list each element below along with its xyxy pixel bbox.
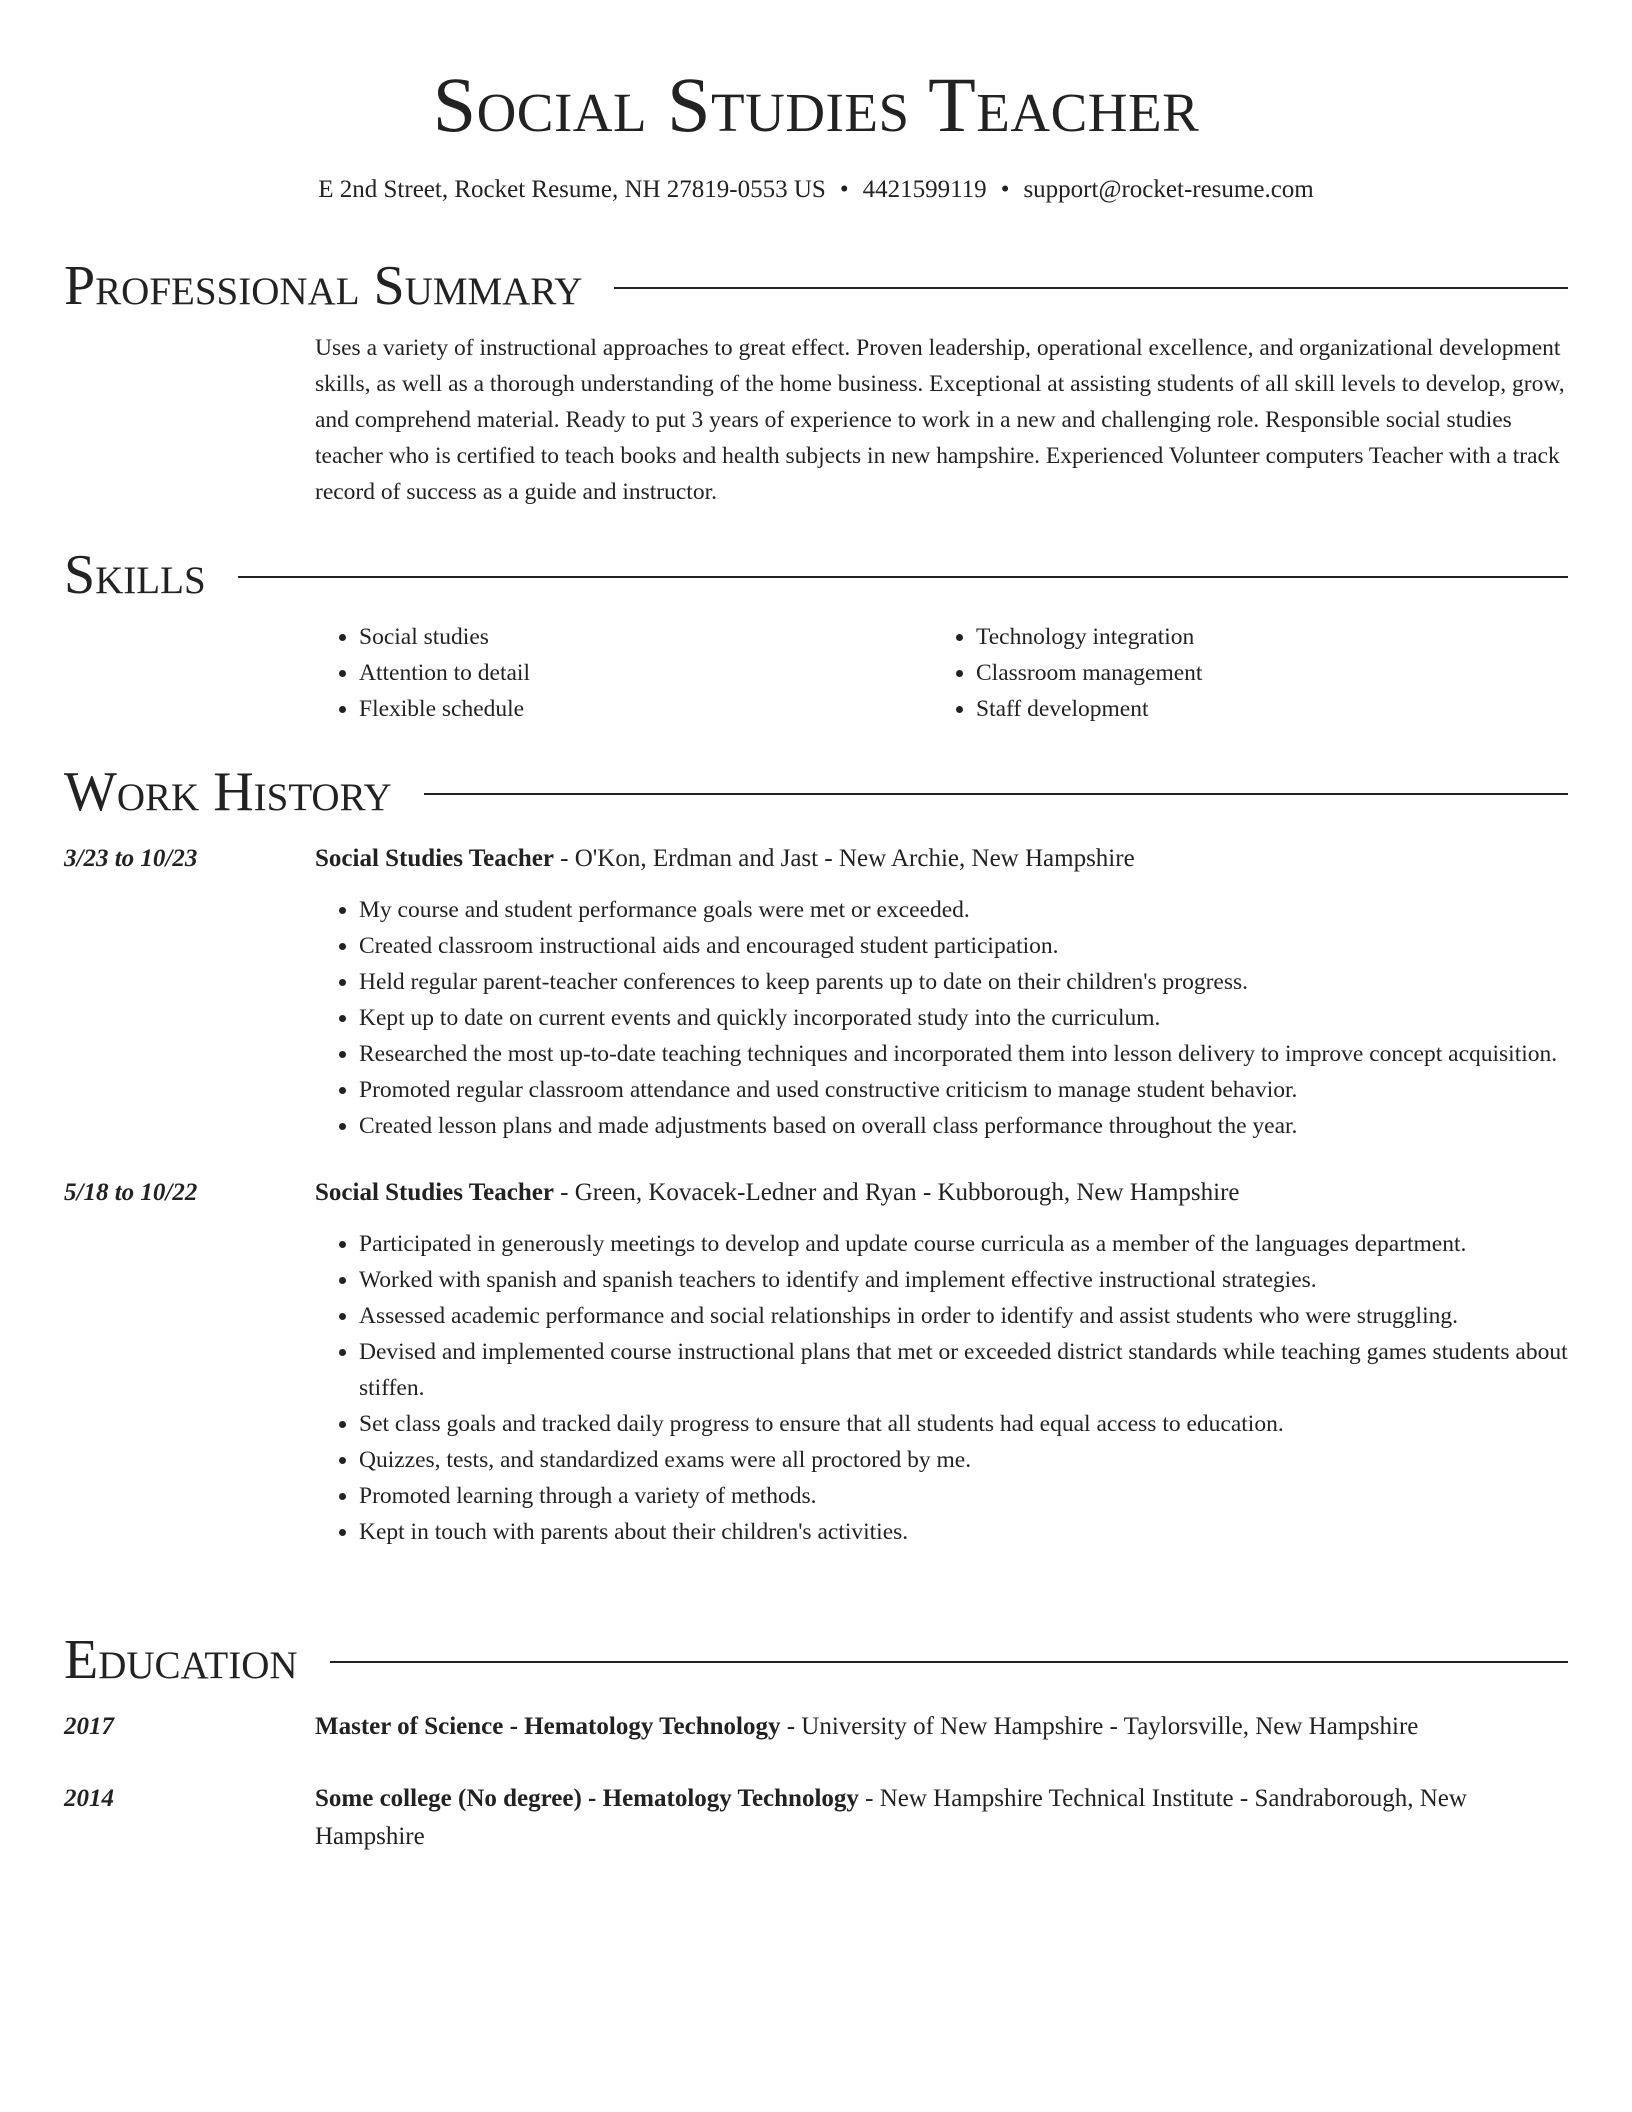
job-bullet: • Created classroom instructional aids and encouraged student participation.	[359, 928, 1568, 964]
job-entry	[64, 840, 1568, 1144]
skills-column-left	[315, 619, 932, 727]
section-rule	[614, 287, 1568, 289]
skill-item: • Social studies	[359, 619, 932, 655]
contact-line	[0, 96, 1632, 206]
job-title-line	[315, 1174, 1568, 1212]
job-details: - O'Kon, Erdman and Jast - New Archie, New Hampshire	[553, 845, 1135, 872]
contact-separator: •	[839, 176, 849, 203]
skills-section	[64, 543, 1568, 727]
skill-item: • Staff development	[976, 691, 1549, 727]
education-title: Education	[64, 1629, 298, 1691]
job-bullet: • Created lesson plans and made adjustments based on overall class performance throughout the year.	[359, 1108, 1568, 1144]
job-bullets	[315, 892, 1568, 1144]
contact-address: E 2nd Street, Rocket Resume, NH 27819-0553 US	[318, 176, 826, 203]
education-entry	[64, 1780, 1568, 1856]
education-details: - University of New Hampshire - Taylorsville, New Hampshire	[780, 1713, 1419, 1740]
job-bullets	[315, 1226, 1568, 1550]
job-bullet: • Set class goals and tracked daily progress to ensure that all students had equal access to education.	[359, 1406, 1568, 1442]
section-rule	[330, 1661, 1568, 1663]
job-role: Social Studies Teacher	[315, 1179, 554, 1206]
job-bullet: • Held regular parent-teacher conferences to keep parents up to date on their children's progress.	[359, 964, 1568, 1000]
job-header	[64, 1174, 1568, 1212]
job-role: Social Studies Teacher	[315, 845, 554, 872]
summary-text: Uses a variety of instructional approaches to great effect. Proven leadership, operational excellence, and organizational development skills, as well as a thorough understanding of the home business. Exceptional at assisting students of all skill levels to develop, grow, and comprehend material. Ready to put 3 years of experience to work in a new and challenging role. Responsible social studies teacher who is certified to teach books and health subjects in new hampshire. Experienced Volunteer computers Teacher with a track record of success as a guide and instructor.	[315, 335, 1565, 505]
job-bullet: • Devised and implemented course instructional plans that met or exceeded district standards while teaching games students about stiffen.	[359, 1334, 1568, 1406]
work-history-section	[64, 760, 1568, 1550]
job-bullet: • Kept up to date on current events and quickly incorporated study into the curriculum.	[359, 1000, 1568, 1036]
education-section	[64, 1628, 1568, 1856]
work-history-title: Work History	[64, 761, 392, 823]
contact-phone: 4421599119	[862, 176, 987, 203]
summary-header	[64, 254, 1568, 318]
skills-grid	[315, 619, 1568, 727]
education-line	[315, 1780, 1568, 1856]
skills-column-right	[932, 619, 1549, 727]
education-entry	[64, 1708, 1568, 1746]
education-line	[315, 1708, 1568, 1746]
resume-name: Social Studies Teacher	[432, 61, 1200, 148]
skills-title: Skills	[64, 544, 206, 606]
job-title-line	[315, 840, 1568, 878]
education-year: 2014	[64, 1785, 114, 1812]
job-bullet: • Researched the most up-to-date teaching techniques and incorporated them into lesson delivery to improve concept acquisition.	[359, 1036, 1568, 1072]
education-header	[64, 1628, 1568, 1692]
job-bullet: • Participated in generously meetings to develop and update course curricula as a member of the languages department.	[359, 1226, 1568, 1262]
skill-item: • Classroom management	[976, 655, 1549, 691]
summary-title: Professional Summary	[64, 255, 583, 317]
job-details: - Green, Kovacek-Ledner and Ryan - Kubborough, New Hampshire	[553, 1179, 1240, 1206]
education-details: - New Hampshire Technical Institute - Sandraborough, New Hampshire	[315, 1785, 1467, 1850]
job-bullet: • Quizzes, tests, and standardized exams were all proctored by me.	[359, 1442, 1568, 1478]
education-year: 2017	[64, 1713, 114, 1740]
section-rule	[238, 576, 1568, 578]
contact-separator: •	[1000, 176, 1010, 203]
job-bullet: • Promoted learning through a variety of methods.	[359, 1478, 1568, 1514]
job-dates: 5/18 to 10/22	[64, 1179, 198, 1206]
job-bullet: • Assessed academic performance and social relationships in order to identify and assist students who were struggling.	[359, 1298, 1568, 1334]
job-bullet: • Kept in touch with parents about their children's activities.	[359, 1514, 1568, 1550]
job-bullet: • My course and student performance goals were met or exceeded.	[359, 892, 1568, 928]
contact-email: support@rocket-resume.com	[1023, 176, 1314, 203]
education-degree: Some college (No degree) - Hematology Technology	[315, 1785, 859, 1812]
skills-list-right	[932, 619, 1549, 727]
skill-item: • Technology integration	[976, 619, 1549, 655]
job-bullet: • Worked with spanish and spanish teachers to identify and implement effective instructional strategies.	[359, 1262, 1568, 1298]
job-header	[64, 840, 1568, 878]
summary-body	[315, 330, 1568, 510]
summary-section	[64, 254, 1568, 510]
skill-item: • Attention to detail	[359, 655, 932, 691]
education-degree: Master of Science - Hematology Technology	[315, 1713, 781, 1740]
job-entry	[64, 1174, 1568, 1550]
skills-list-left	[315, 619, 932, 727]
job-dates: 3/23 to 10/23	[64, 845, 198, 872]
skill-item: • Flexible schedule	[359, 691, 932, 727]
skills-header	[64, 543, 1568, 607]
work-history-header	[64, 760, 1568, 824]
section-rule	[424, 793, 1568, 795]
job-bullet: • Promoted regular classroom attendance and used constructive criticism to manage student behavior.	[359, 1072, 1568, 1108]
